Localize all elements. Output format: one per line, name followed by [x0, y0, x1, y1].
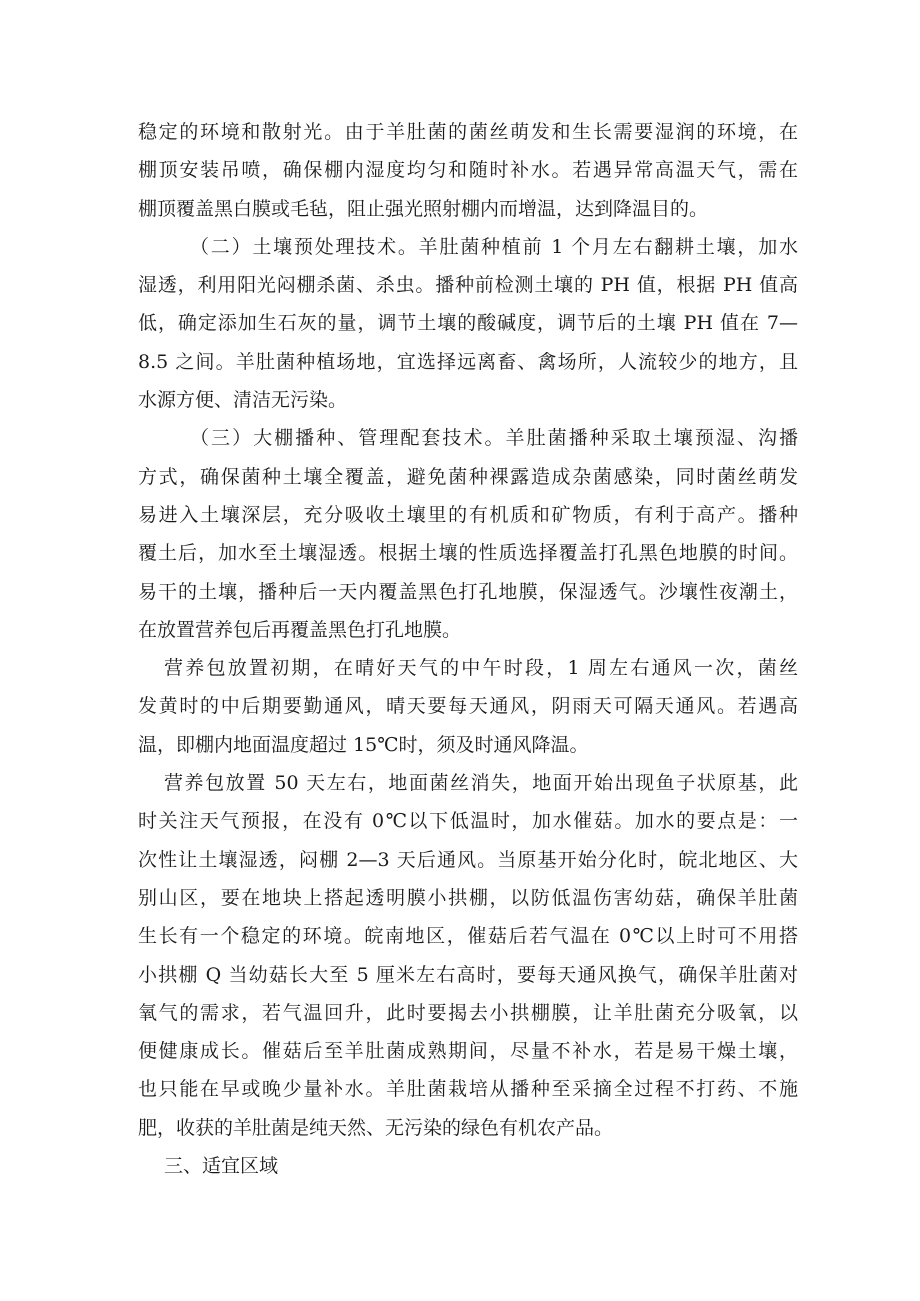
paragraph-sowing-management [138, 419, 798, 649]
text-line: 别山区，要在地块上搭起透明膜小拱棚，以防低温伤害幼菇，确保羊肚菌 [138, 886, 798, 909]
text-line: 在放置营养包后再覆盖黑色打孔地膜。 [138, 618, 462, 641]
text-line: 也只能在早或晚少量补水。羊肚菌栽培从播种至采摘全过程不打药、不施 [138, 1078, 798, 1101]
text-line: 生长有一个稳定的环境。皖南地区，催菇后若气温在 0℃以上时可不用搭 [138, 925, 798, 948]
text-line: 棚顶覆盖黑白膜或毛毡，阻止强光照射棚内而增温，达到降温目的。 [138, 197, 709, 220]
text-line: （二）土壤预处理技术。羊肚菌种植前 1 个月左右翻耕土壤，加水 [190, 235, 798, 258]
text-line: 易进入土壤深层，充分吸收土壤里的有机质和矿物质，有利于高产。播种 [138, 503, 798, 526]
text-line: 发黄时的中后期要勤通风，晴天要每天通风，阴雨天可隔天通风。若遇高 [138, 695, 798, 718]
text-line: 水源方便、清洁无污染。 [138, 389, 348, 412]
paragraph-fruiting-management [138, 764, 798, 1147]
text-line: 低，确定添加生石灰的量，调节土壤的酸碱度，调节后的土壤 PH 值在 7— [138, 312, 798, 335]
document-body [138, 113, 798, 1185]
paragraph-ventilation [138, 649, 798, 764]
text-line: （三）大棚播种、管理配套技术。羊肚菌播种采取土壤预湿、沟播 [190, 427, 798, 450]
text-line: 棚顶安装吊喷，确保棚内湿度均匀和随时补水。若遇异常高温天气，需在 [138, 159, 798, 182]
paragraph-greenhouse-environment [138, 113, 798, 228]
text-line: 覆土后，加水至土壤湿透。根据土壤的性质选择覆盖打孔黑色地膜的时间。 [138, 542, 798, 565]
text-line: 稳定的环境和散射光。由于羊肚菌的菌丝萌发和生长需要湿润的环境，在 [138, 121, 798, 143]
text-line: 营养包放置初期，在晴好天气的中午时段，1 周左右通风一次，菌丝 [164, 657, 798, 680]
paragraph-soil-pretreatment [138, 228, 798, 419]
text-line: 营养包放置 50 天左右，地面菌丝消失，地面开始出现鱼子状原基，此 [164, 772, 798, 795]
section-heading-suitable-regions [138, 1147, 798, 1185]
text-line: 氧气的需求，若气温回升，此时要揭去小拱棚膜，让羊肚菌充分吸氧，以 [138, 1001, 798, 1024]
text-line: 方式，确保菌种土壤全覆盖，避免菌种裸露造成杂菌感染，同时菌丝萌发 [138, 465, 798, 488]
text-line: 湿透，利用阳光闷棚杀菌、杀虫。播种前检测土壤的 PH 值，根据 PH 值高 [138, 274, 798, 297]
text-line: 小拱棚 Q 当幼菇长大至 5 厘米左右高时，要每天通风换气，确保羊肚菌对 [138, 963, 798, 986]
section-heading-text: 三、适宜区域 [164, 1155, 279, 1178]
text-line: 时关注天气预报，在没有 0℃以下低温时，加水催菇。加水的要点是：一 [138, 810, 798, 833]
text-line: 次性让土壤湿透，闷棚 2—3 天后通风。当原基开始分化时，皖北地区、大 [138, 848, 798, 871]
text-line: 易干的土壤，播种后一天内覆盖黑色打孔地膜，保湿透气。沙壤性夜潮土， [138, 580, 798, 603]
text-line: 温，即棚内地面温度超过 15℃时，须及时通风降温。 [138, 733, 589, 756]
text-line: 8.5 之间。羊肚菌种植场地，宜选择远离畜、禽场所，人流较少的地方，且 [138, 350, 798, 373]
text-line: 便健康成长。催菇后至羊肚菌成熟期间，尽量不补水，若是易干燥土壤， [138, 1040, 798, 1063]
text-line: 肥，收获的羊肚菌是纯天然、无污染的绿色有机农产品。 [138, 1116, 614, 1139]
